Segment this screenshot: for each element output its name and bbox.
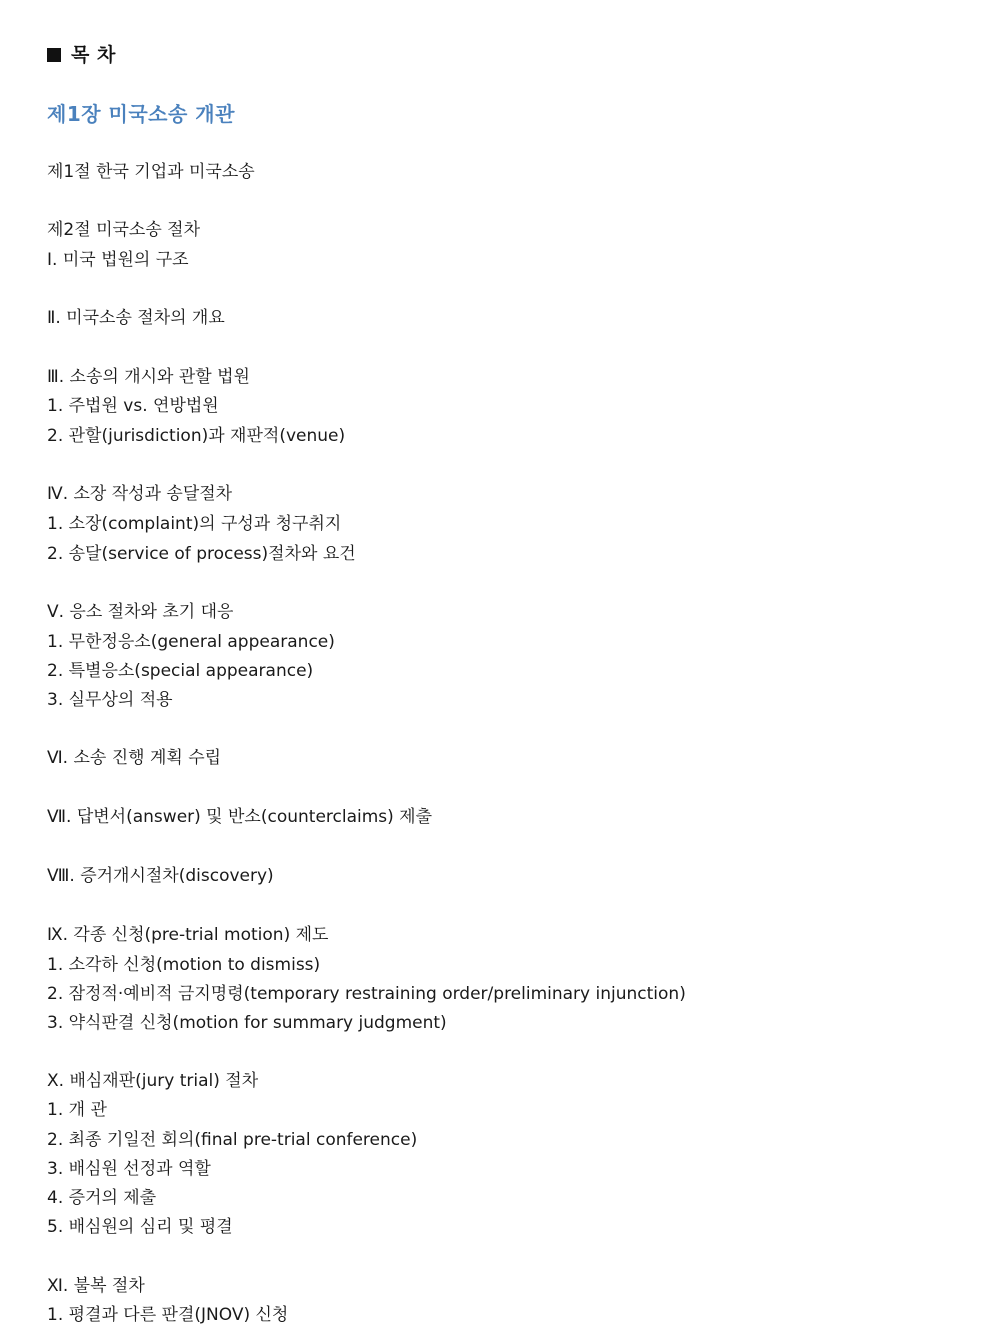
toc-item: Ⅸ. 각종 신청(pre-trial motion) 제도 (47, 925, 329, 945)
toc-subitem: 4. 증거의 제출 (47, 1188, 157, 1208)
toc-item: Ⅰ. 미국 법원의 구조 (47, 250, 189, 270)
toc-subitem: 3. 약식판결 신청(motion for summary judgment) (47, 1013, 447, 1033)
toc-item: Ⅷ. 증거개시절차(discovery) (47, 866, 274, 886)
toc-subitem: 2. 관할(jurisdiction)과 재판적(venue) (47, 426, 346, 446)
black-square-icon (47, 48, 61, 62)
toc-subitem: 1. 무한정응소(general appearance) (47, 632, 335, 652)
chapter-title: 제1장 미국소송 개관 (47, 102, 235, 126)
toc-item: Ⅵ. 소송 진행 계획 수립 (47, 748, 222, 768)
toc-subitem: 5. 배심원의 심리 및 평결 (47, 1217, 233, 1237)
toc-section: 제1절 한국 기업과 미국소송 (47, 162, 255, 182)
toc-section: 제2절 미국소송 절차 (47, 220, 200, 240)
toc-subitem: 1. 개 관 (47, 1100, 107, 1120)
toc-item: Ⅳ. 소장 작성과 송달절차 (47, 484, 233, 504)
toc-subitem: 1. 소장(complaint)의 구성과 청구취지 (47, 514, 342, 534)
toc-heading (47, 40, 116, 67)
toc-item: Ⅴ. 응소 절차와 초기 대응 (47, 602, 234, 622)
toc-subitem: 2. 특별응소(special appearance) (47, 661, 314, 681)
toc-item: Ⅺ. 불복 절차 (47, 1276, 145, 1296)
toc-subitem: 3. 배심원 선정과 역할 (47, 1159, 211, 1179)
toc-item: Ⅹ. 배심재판(jury trial) 절차 (47, 1071, 259, 1091)
toc-subitem: 1. 소각하 신청(motion to dismiss) (47, 955, 321, 975)
toc-subitem: 2. 최종 기일전 회의(final pre-trial conference) (47, 1130, 418, 1150)
toc-item: Ⅲ. 소송의 개시와 관할 법원 (47, 367, 250, 387)
toc-item: Ⅶ. 답변서(answer) 및 반소(counterclaims) 제출 (47, 807, 433, 827)
toc-heading-text: 목 차 (71, 44, 116, 66)
toc-subitem: 1. 주법원 vs. 연방법원 (47, 396, 219, 416)
toc-item: Ⅱ. 미국소송 절차의 개요 (47, 308, 225, 328)
toc-subitem: 3. 실무상의 적용 (47, 690, 173, 710)
toc-subitem: 1. 평결과 다른 판결(JNOV) 신청 (47, 1305, 289, 1325)
toc-subitem: 2. 송달(service of process)절차와 요건 (47, 544, 356, 564)
toc-subitem: 2. 잠정적·예비적 금지명령(temporary restraining order/preliminary injunction) (47, 984, 686, 1004)
